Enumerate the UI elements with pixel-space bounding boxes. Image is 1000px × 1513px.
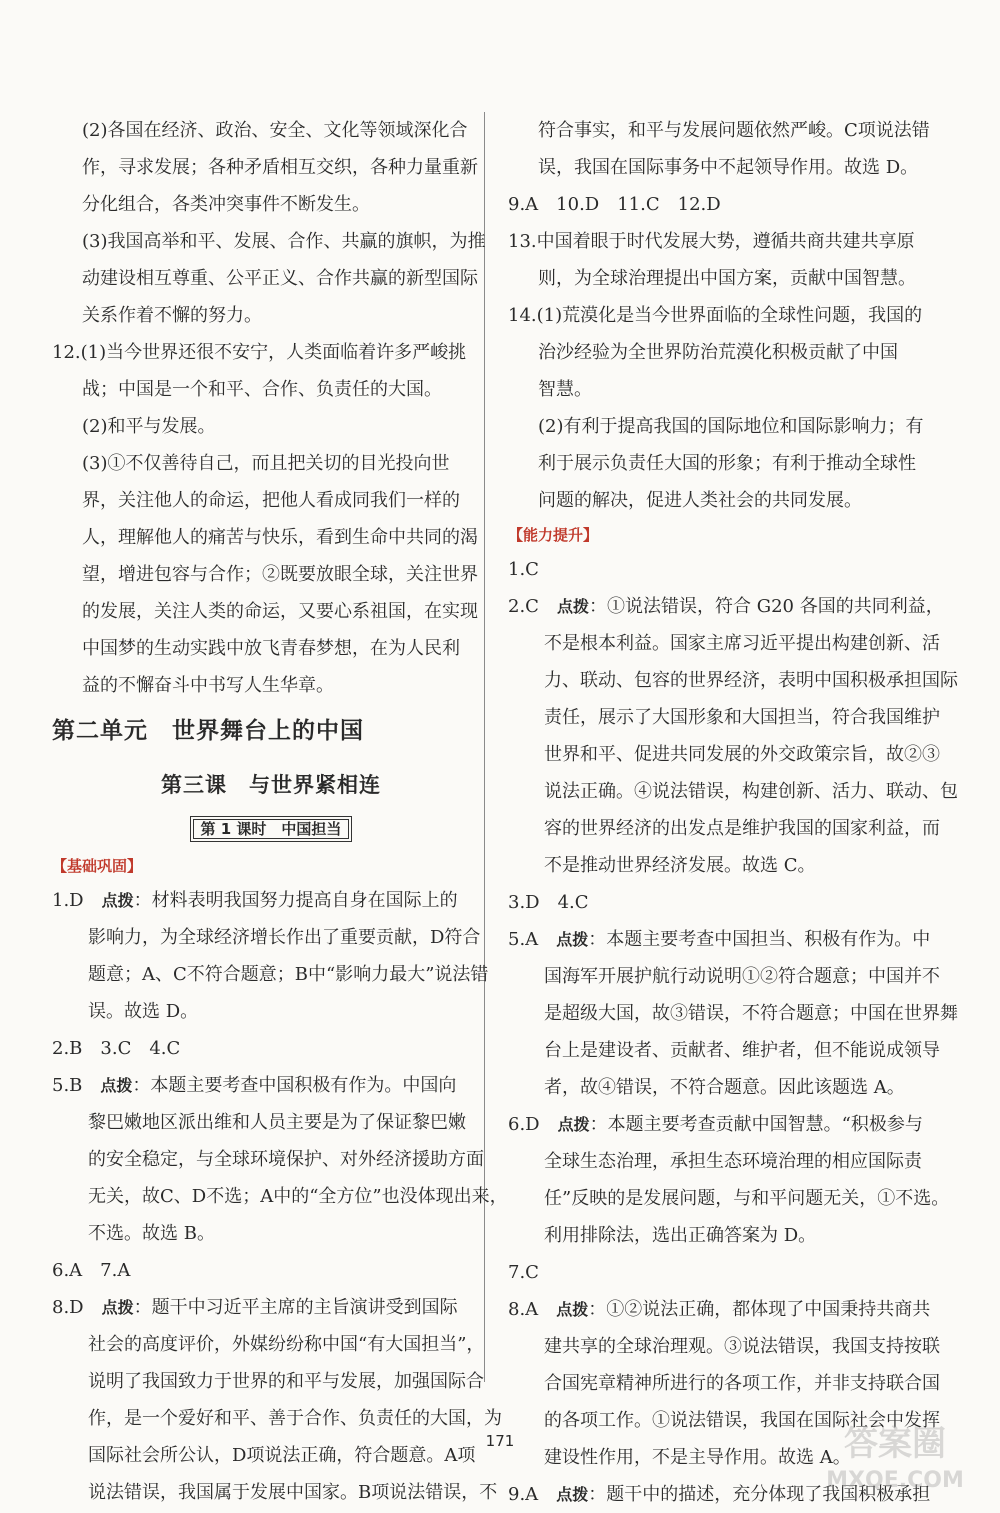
period-title: 第 1 课时 中国担当 xyxy=(190,816,353,842)
lesson-title: 第三课 与世界紧相连 xyxy=(161,773,381,797)
text-line: 不是根本利益。国家主席习近平提出构建创新、活 xyxy=(544,633,940,654)
text-line: (2)各国在经济、政治、安全、文化等领域深化合 xyxy=(82,120,468,141)
text-line: 益的不懈奋斗中书写人生华章。 xyxy=(82,675,334,696)
text-line: 误，我国在国际事务中不起领导作用。故选 D。 xyxy=(538,157,919,178)
text-line: 14.(1)荒漠化是当今世界面临的全球性问题，我国的 xyxy=(508,305,923,326)
text-line: 智慧。 xyxy=(538,379,592,400)
text-line: 的安全稳定，与全球环境保护、对外经济援助方面 xyxy=(88,1149,484,1170)
text-line: 9.A 点拨：题干中的描述，充分体现了我国积极承担 xyxy=(508,1484,931,1505)
text-line: 合国宪章精神所进行的各项工作，并非支持联合国 xyxy=(544,1373,940,1394)
hint-keyword: 点拨 xyxy=(556,597,589,616)
text-line: (2)和平与发展。 xyxy=(82,416,216,437)
text-line: 任”反映的是发展问题，与和平问题无关，①不选。 xyxy=(544,1188,950,1209)
section-heading-advanced: 【能力提升】 xyxy=(508,526,599,544)
text-line: 治沙经验为全世界防治荒漠化积极贡献了中国 xyxy=(538,342,898,363)
text-line: 无关，故C、D不选；A中的“全方位”也没体现出来， xyxy=(88,1186,508,1207)
text-line: 建共享的全球治理观。③说法错误，我国支持按联 xyxy=(544,1336,940,1357)
text-line: 8.D 点拨：题干中习近平主席的主旨演讲受到国际 xyxy=(52,1297,458,1318)
page-number: 171 xyxy=(485,1432,515,1450)
text-line: 问题的解决，促进人类社会的共同发展。 xyxy=(538,490,862,511)
text-line: 力、联动、包容的世界经济，表明中国积极承担国际 xyxy=(544,670,958,691)
hint-keyword: 点拨 xyxy=(557,1115,590,1134)
text-line: 人，理解他人的痛苦与快乐，看到生命中共同的渴 xyxy=(82,527,478,548)
text-line: 不选。故选 B。 xyxy=(88,1223,215,1244)
text-line: 6.A 7.A xyxy=(52,1260,131,1281)
text-line: 全球生态治理，承担生态环境治理的相应国际责 xyxy=(544,1151,922,1172)
text-line: 者，故④错误，不符合题意。因此该题选 A。 xyxy=(544,1077,905,1098)
section-heading-basic: 【基础巩固】 xyxy=(52,857,143,875)
text-line: 影响力，为全球经济增长作出了重要贡献，D符合 xyxy=(88,927,481,948)
text-line: 作，寻求发展；各种矛盾相互交织，各种力量重新 xyxy=(82,157,478,178)
left-answers-part1 xyxy=(52,112,490,704)
text-line: 12.(1)当今世界还很不安宁，人类面临着许多严峻挑 xyxy=(52,342,467,363)
right-answers-part2 xyxy=(508,551,958,1513)
text-line: (2)有利于提高我国的国际地位和国际影响力；有 xyxy=(538,416,924,437)
text-line: 不是推动世界经济发展。故选 C。 xyxy=(544,855,816,876)
text-line: 误。故选 D。 xyxy=(88,1001,199,1022)
text-line: (3)①不仅善待自己，而且把关切的目光投向世 xyxy=(82,453,450,474)
text-line: 国际社会所公认，D项说法正确，符合题意。A项 xyxy=(88,1445,476,1466)
text-line: 黎巴嫩地区派出维和人员主要是为了保证黎巴嫩 xyxy=(88,1112,466,1133)
hint-keyword: 点拨 xyxy=(100,1076,133,1095)
right-column xyxy=(508,112,958,1513)
period-title-wrap xyxy=(52,816,490,850)
text-line: 界，关注他人的命运，把他人看成同我们一样的 xyxy=(82,490,460,511)
text-line: 建设性作用，不是主导作用。故选 A。 xyxy=(544,1447,851,1468)
text-line: 中国梦的生动实践中放飞青春梦想，在为人民利 xyxy=(82,638,460,659)
text-line: 国海军开展护航行动说明①②符合题意；中国并不 xyxy=(544,966,940,987)
text-line: 战；中国是一个和平、合作、负责任的大国。 xyxy=(82,379,442,400)
text-line: 5.B 点拨：本题主要考查中国积极有作为。中国向 xyxy=(52,1075,457,1096)
text-line: 利于展示负责任大国的形象；有利于推动全球性 xyxy=(538,453,916,474)
watermark-logo xyxy=(800,1415,990,1495)
watermark-logo-text: 答案圈 xyxy=(844,1424,946,1464)
text-line: 世界和平、促进共同发展的外交政策宗旨，故②③ xyxy=(544,744,940,765)
text-line: 说法正确。④说法错误，构建创新、活力、联动、包 xyxy=(544,781,958,802)
text-line: 分化组合，各类冲突事件不断发生。 xyxy=(82,194,370,215)
hint-keyword: 点拨 xyxy=(101,1298,134,1317)
text-line: 则，为全球治理提出中国方案，贡献中国智慧。 xyxy=(538,268,916,289)
text-line: 说明了我国致力于世界的和平与发展，加强国际合 xyxy=(88,1371,484,1392)
text-line: 台上是建设者、贡献者、维护者，但不能说成领导 xyxy=(544,1040,940,1061)
text-line: 容的世界经济的出发点是维护我国的国家利益，而 xyxy=(544,818,940,839)
text-line: 1.D 点拨：材料表明我国努力提高自身在国际上的 xyxy=(52,890,458,911)
hint-keyword: 点拨 xyxy=(556,1485,589,1504)
text-line: 3.D 4.C xyxy=(508,892,589,913)
unit-title: 第二单元 世界舞台上的中国 xyxy=(52,718,364,744)
text-line: 是超级大国，故③错误，不符合题意；中国在世界舞 xyxy=(544,1003,958,1024)
hint-keyword: 点拨 xyxy=(556,930,589,949)
text-line: 1.C xyxy=(508,559,539,580)
text-line: 2.B 3.C 4.C xyxy=(52,1038,181,1059)
text-line: 利用排除法，选出正确答案为 D。 xyxy=(544,1225,817,1246)
text-line: 社会的高度评价，外媒纷纷称中国“有大国担当”， xyxy=(88,1334,485,1355)
text-line: 符合事实，和平与发展问题依然严峻。C项说法错 xyxy=(538,120,930,141)
text-line: 8.A 点拨：①②说法正确，都体现了中国秉持共商共 xyxy=(508,1299,931,1320)
text-line: 动建设相互尊重、公平正义、合作共赢的新型国际 xyxy=(82,268,478,289)
watermark-url: MXQE.COM xyxy=(826,1468,964,1493)
text-line: 2.C 点拨：①说法错误，符合 G20 各国的共同利益， xyxy=(508,596,944,617)
text-line: 13.中国着眼于时代发展大势，遵循共商共建共享原 xyxy=(508,231,915,252)
text-line: (3)我国高举和平、发展、合作、共赢的旗帜，为推 xyxy=(82,231,486,252)
text-line: 9.A 10.D 11.C 12.D xyxy=(508,194,721,215)
text-line: 5.A 点拨：本题主要考查中国担当、积极有作为。中 xyxy=(508,929,931,950)
text-line: 责任，展示了大国形象和大国担当，符合我国维护 xyxy=(544,707,940,728)
text-line: 题意；A、C不符合题意；B中“影响力最大”说法错 xyxy=(88,964,489,985)
text-line: 作，是一个爱好和平、善于合作、负责任的大国，为 xyxy=(88,1408,502,1429)
text-line: 说法错误，我国属于发展中国家。B项说法错误，不 xyxy=(88,1482,498,1503)
text-line: 望，增进包容与合作；②既要放眼全球，关注世界 xyxy=(82,564,478,585)
text-line: 6.D 点拨：本题主要考查贡献中国智慧。“积极参与 xyxy=(508,1114,923,1135)
hint-keyword: 点拨 xyxy=(556,1300,589,1319)
text-line: 的发展，关注人类的命运，又要心系祖国，在实现 xyxy=(82,601,478,622)
text-line: 7.C xyxy=(508,1262,539,1283)
text-line: 关系作着不懈的努力。 xyxy=(82,305,262,326)
hint-keyword: 点拨 xyxy=(101,891,134,910)
right-answers-part1 xyxy=(508,112,946,519)
text-line: 的各项工作。①说法错误，我国在国际社会中发挥 xyxy=(544,1410,940,1431)
